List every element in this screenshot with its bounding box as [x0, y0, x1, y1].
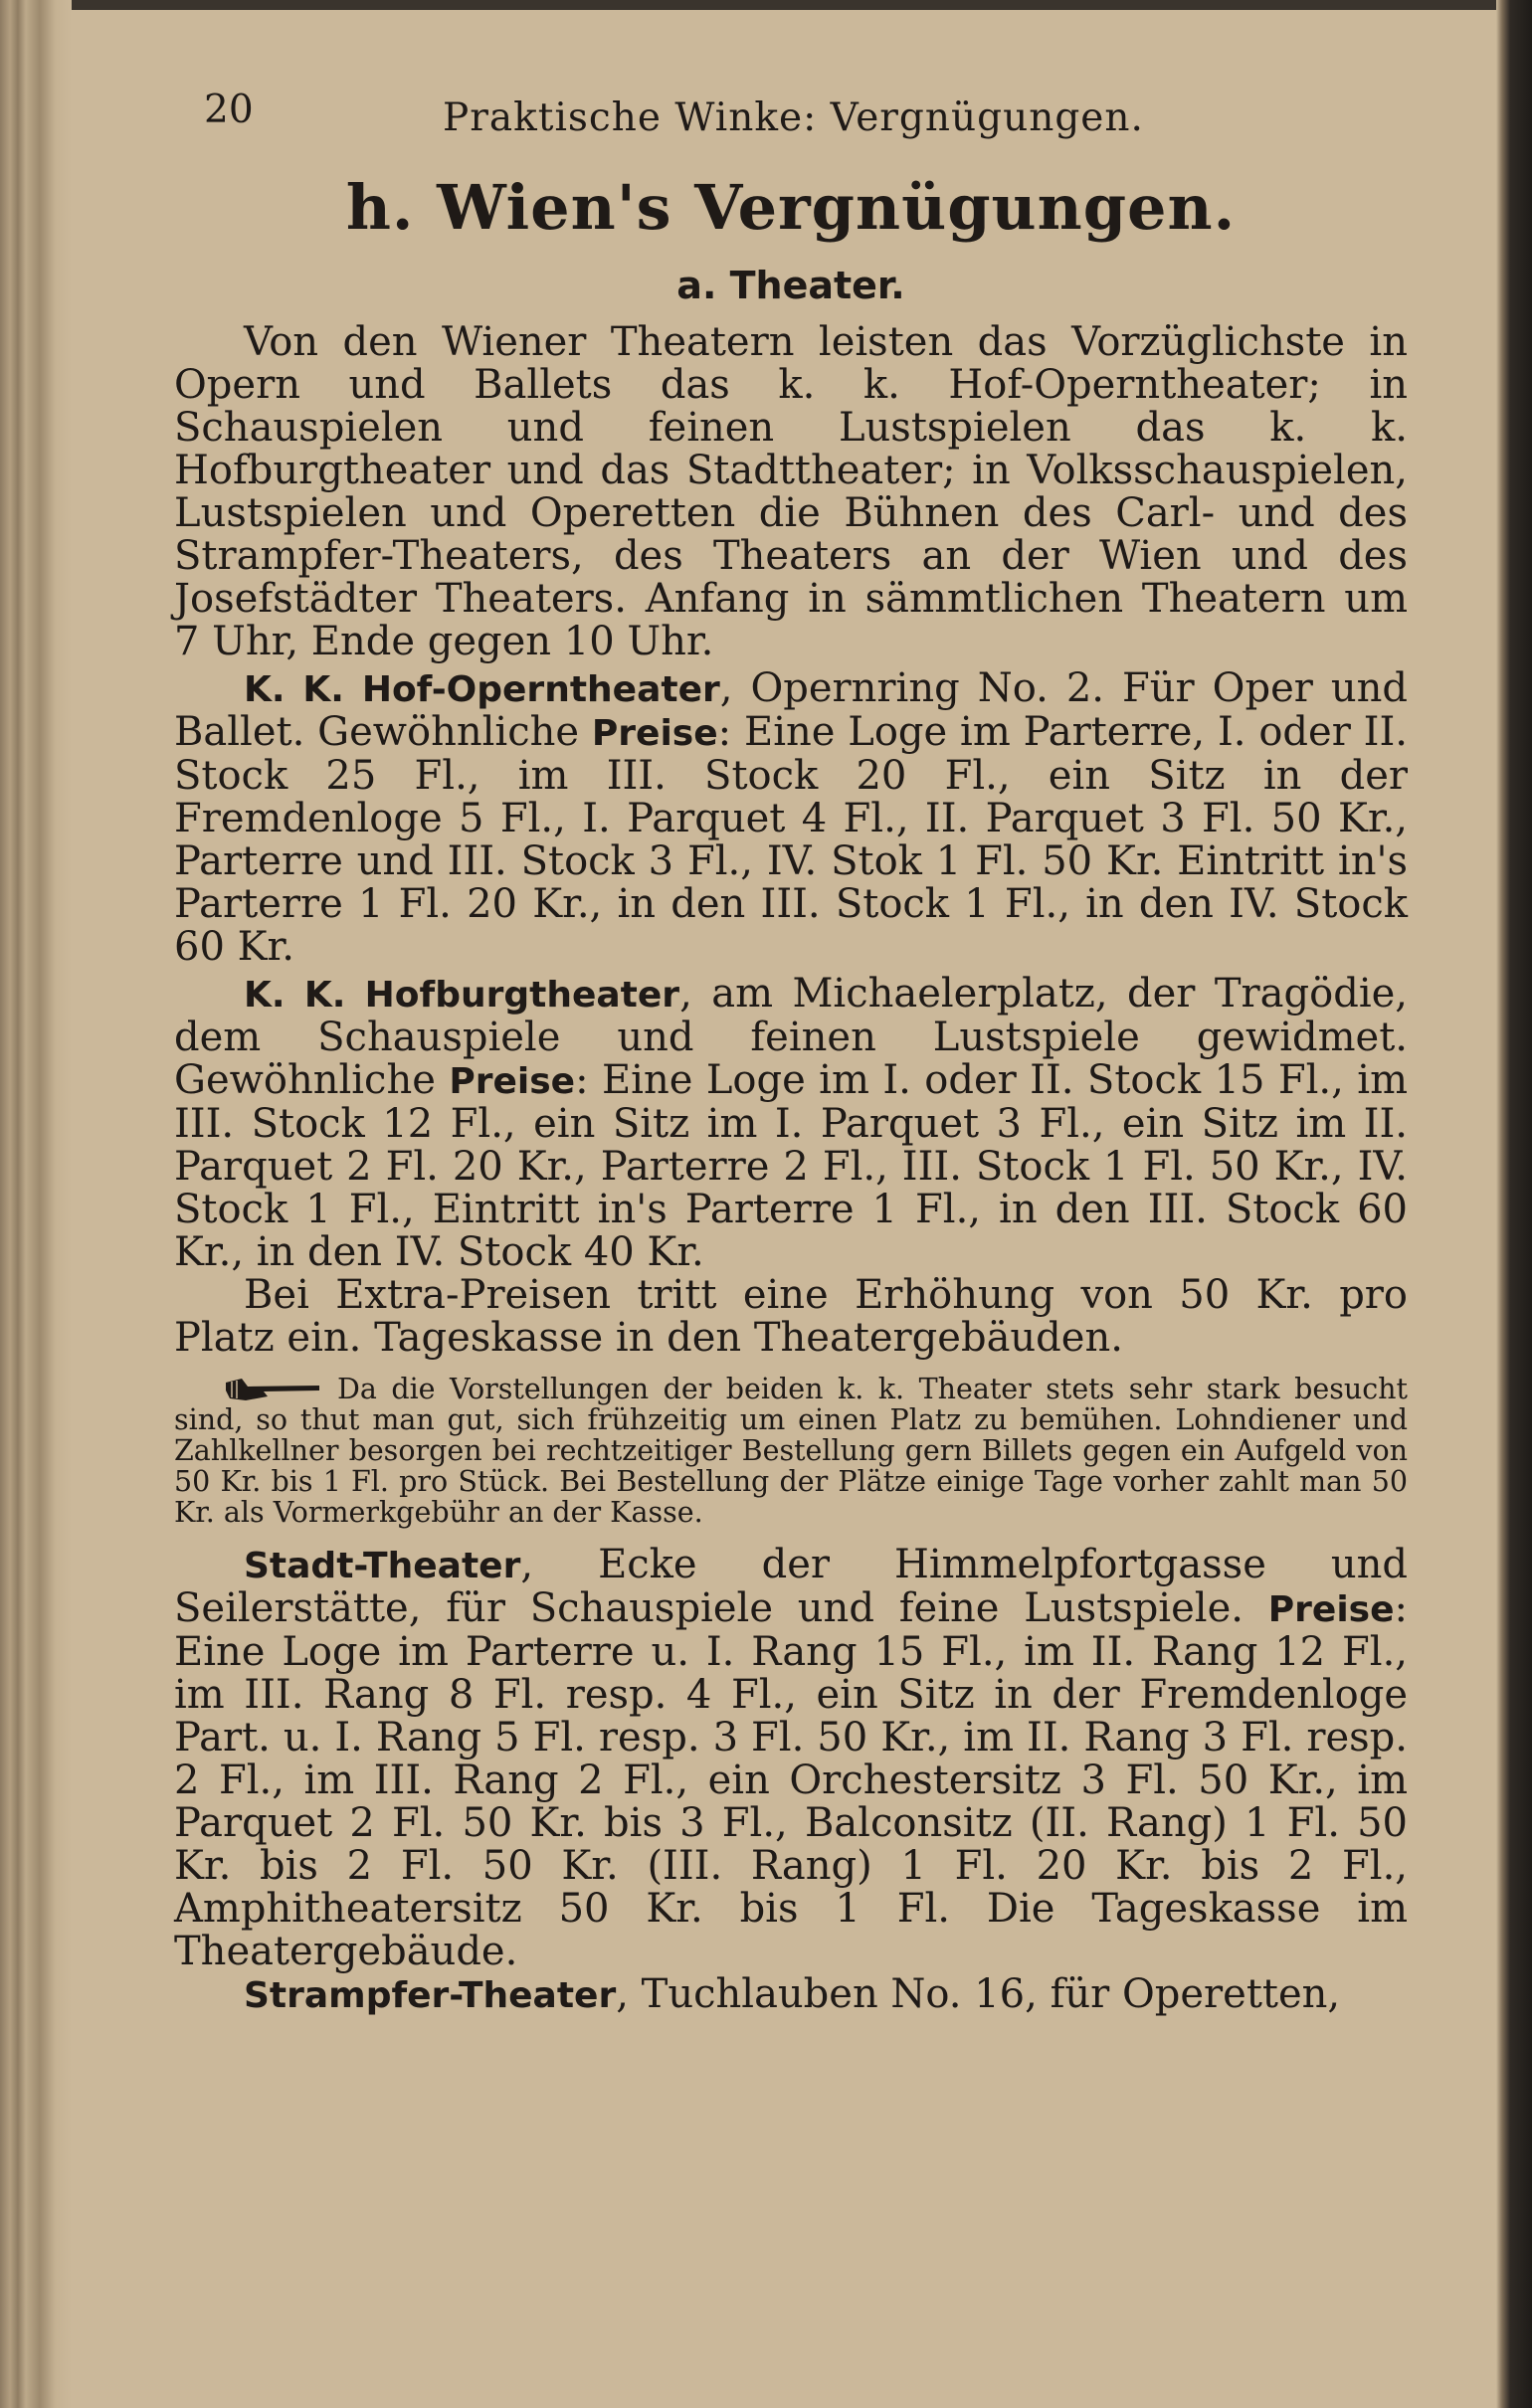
strampfer-text-1: , Tuchlauben No. 16, für Operetten,	[616, 1971, 1341, 2017]
page-content	[174, 78, 1408, 2017]
oper-text-1: , Opernring No. 2. Für Oper und Ballet. Gewöhnliche	[174, 665, 1409, 755]
venue-stadt: Stadt-Theater	[244, 1546, 521, 1586]
stadt-prices-label: Preise	[1267, 1589, 1395, 1630]
intro-paragraph: Von den Wiener Theatern leisten das Vorzüglichste in Opern und Ballets das k. k. Hof-Operntheater; in Schauspielen und feinen Lustspielen das k. k. Hofburgtheater und das Stadttheater; in Volksschauspielen, Lustspielen und Operetten die Bühnen des Carl- und des Strampfer-Theaters, des Theaters an der Wien und des Josefstädter Theaters. Anfang in sämmtlichen Theatern um 7 Uhr, Ende gegen 10 Uhr.	[174, 319, 1408, 664]
page-stack-left-edge	[0, 0, 72, 2408]
oper-paragraph	[174, 667, 1408, 969]
stadt-text-1: , Ecke der Himmelpfortgasse und Seilerstätte, für Schauspiele und feine Lustspiele.	[174, 1542, 1408, 1631]
binding-right-edge	[1496, 0, 1532, 2408]
note-text: Da die Vorstellungen der beiden k. k. Theater stets sehr stark besucht sind, so thut man gut, sich frühzeitig um einen Platz zu bemühen. Lohndiener und Zahlkellner besorgen bei rechtzeitiger Bestellung gern Billets gegen ein Aufgeld von 50 Kr. bis 1 Fl. pro Stück. Bei Bestellung der Plätze einige Tage vorher zahlt man 50 Kr. als Vormerkgebühr an der Kasse.	[174, 1373, 1408, 1529]
pointing-hand-icon	[224, 1377, 323, 1402]
note-paragraph	[174, 1374, 1408, 1528]
chapter-title: h. Wien's Vergnügungen.	[345, 171, 1237, 244]
running-title: Praktische Winke: Vergnügungen.	[443, 95, 1144, 140]
page-number: 20	[204, 88, 254, 132]
top-edge	[0, 0, 1532, 10]
oper-text-2: : Eine Loge im Parterre, I. oder II. Stock 25 Fl., im III. Stock 20 Fl., ein Sitz in der Fremdenloge 5 Fl., I. Parquet 4 Fl., II. Parquet 3 Fl. 50 Kr., Parterre und III. Stock 3 Fl., IV. Stok 1 Fl. 50 Kr. Eintritt in's Parterre 1 Fl. 20 Kr., in den III. Stock 1 Fl., in den IV. Stock 60 Kr.	[174, 709, 1409, 970]
burg-paragraph	[174, 973, 1408, 1274]
extra-paragraph: Bei Extra-Preisen tritt eine Erhöhung von 50 Kr. pro Platz ein. Tageskasse in den Theatergebäuden.	[174, 1272, 1408, 1361]
venue-oper: K. K. Hof-Operntheater	[244, 669, 720, 710]
venue-strampfer: Strampfer-Theater	[244, 1975, 617, 2016]
burg-text-1: , am Michaelerplatz, der Tragödie, dem Schauspiele und feinen Lustspiele gewidmet. Gewöhnliche	[174, 971, 1408, 1103]
stadt-text-2: : Eine Loge im Parterre u. I. Rang 15 Fl., im II. Rang 12 Fl., im III. Rang 8 Fl. resp. 4 Fl., ein Sitz in der Fremdenloge Part. u. I. Rang 5 Fl. resp. 3 Fl. 50 Kr., im II. Rang 3 Fl. resp. 2 Fl., im III. Rang 2 Fl., ein Orchestersitz 3 Fl. 50 Kr., im Parquet 2 Fl. 50 Kr. bis 3 Fl., Balconsitz (II. Rang) 1 Fl. 50 Kr. bis 2 Fl. 50 Kr. (III. Rang) 1 Fl. 20 Kr. bis 2 Fl., Amphitheatersitz 50 Kr. bis 1 Fl. Die Tageskasse im Theatergebäude.	[174, 1585, 1408, 1974]
burg-prices-label: Preise	[449, 1061, 576, 1102]
running-header	[174, 78, 1408, 147]
burg-text-2: : Eine Loge im I. oder II. Stock 15 Fl., im III. Stock 12 Fl., ein Sitz im I. Parquet 3 Fl., ein Sitz im II. Parquet 2 Fl. 20 Kr., Parterre 2 Fl., III. Stock 1 Fl. 50 Kr., IV. Stock 1 Fl., Eintritt in's Parterre 1 Fl., in den III. Stock 60 Kr., in den IV. Stock 40 Kr.	[174, 1057, 1408, 1275]
venue-burg: K. K. Hofburgtheater	[244, 975, 680, 1016]
section-title: a. Theater.	[676, 264, 905, 307]
strampfer-paragraph	[174, 1973, 1408, 2017]
stadt-paragraph	[174, 1544, 1408, 1973]
oper-prices-label: Preise	[591, 713, 718, 754]
